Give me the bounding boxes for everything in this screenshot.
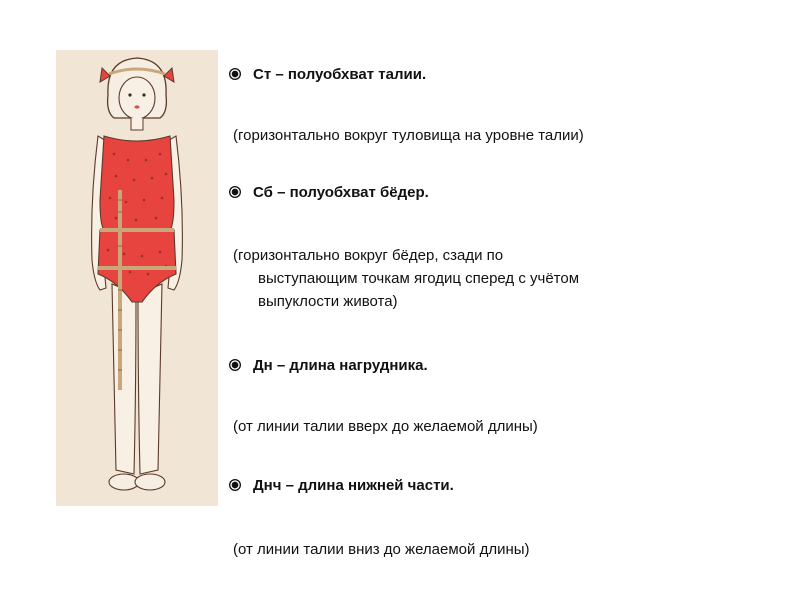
item-title-hips	[229, 184, 429, 201]
item-description-waist	[233, 124, 584, 147]
description-line: (от линии талии вверх до желаемой длины)	[233, 418, 538, 435]
item-title-lower-length	[229, 477, 454, 494]
girl-measurement-figure	[56, 50, 218, 506]
item-title-text: Дн – длина нагрудника.	[253, 357, 428, 374]
item-title-waist	[229, 66, 426, 83]
item-description-lower-length	[233, 538, 530, 561]
bullet-icon	[229, 186, 241, 198]
description-line: выпуклости живота)	[258, 293, 398, 310]
bullet-icon	[229, 359, 241, 371]
description-line: (от линии талии вниз до желаемой длины)	[233, 541, 530, 558]
item-title-bib-length	[229, 357, 428, 374]
description-line: (горизонтально вокруг туловища на уровне талии)	[233, 127, 584, 144]
description-line: (горизонтально вокруг бёдер, сзади по	[233, 247, 504, 264]
item-description-hips	[233, 244, 579, 313]
description-line: выступающим точкам ягодиц сперед с учётом	[258, 270, 580, 287]
bullet-icon	[229, 479, 241, 491]
figure-illustration	[56, 50, 218, 506]
item-title-text: Днч – длина нижней части.	[253, 477, 454, 494]
item-title-text: Сб – полуобхват бёдер.	[253, 184, 429, 201]
item-description-bib-length	[233, 415, 538, 438]
item-title-text: Ст – полуобхват талии.	[253, 66, 427, 83]
bullet-icon	[229, 68, 241, 80]
